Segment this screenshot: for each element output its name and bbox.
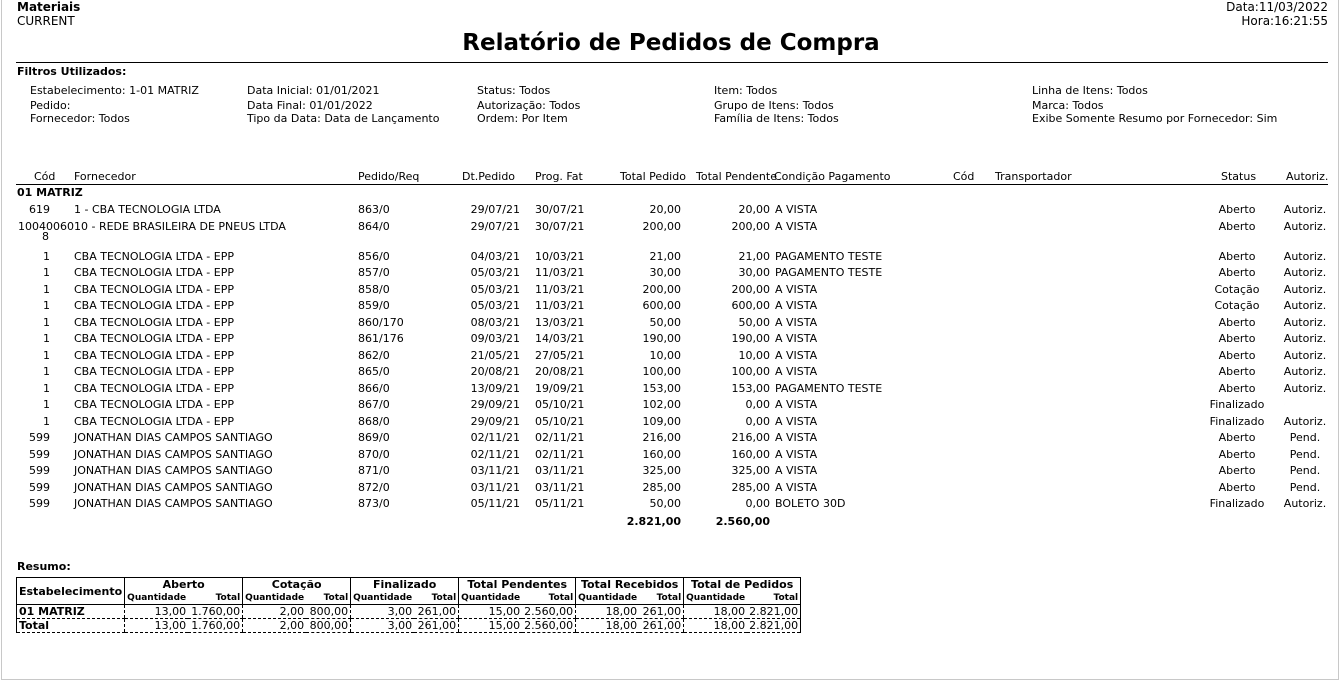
cell-prog-fat: 27/05/21 xyxy=(535,348,585,362)
column-header-rule xyxy=(16,184,1328,185)
cell-autoriz: Autoriz. xyxy=(1283,365,1327,378)
cell-dt-pedido: 02/11/21 xyxy=(470,447,520,461)
resumo-cell-total: 800,00 xyxy=(306,605,351,619)
col-autoriz: Autoriz. xyxy=(1286,170,1329,183)
cell-condicao: A VISTA xyxy=(775,282,818,296)
cell-autoriz: Autoriz. xyxy=(1283,249,1327,263)
filter-tipo-data: Tipo da Data: Data de Lançamento xyxy=(247,112,440,125)
cell-status: Aberto xyxy=(1218,249,1256,263)
filter-ordem: Ordem: Por Item xyxy=(477,112,568,125)
cell-autoriz: Autoriz. xyxy=(1283,282,1327,296)
resumo-sub-quantidade: Quantidade xyxy=(459,591,523,605)
col-total-pendente: Total Pendente xyxy=(696,170,777,183)
resumo-cell-total: 2.560,00 xyxy=(522,605,575,619)
cell-pedido: 872/0 xyxy=(358,480,390,494)
cell-fornecedor: 1 - CBA TECNOLOGIA LTDA xyxy=(74,203,221,216)
cell-status: Aberto xyxy=(1218,266,1256,279)
resumo-cell-quantidade: 13,00 xyxy=(125,605,189,619)
col-cod2: Cód xyxy=(953,170,975,183)
cell-status: Aberto xyxy=(1218,381,1256,395)
cell-total-pedido: 102,00 xyxy=(642,398,681,411)
resumo-cell-quantidade: 18,00 xyxy=(684,605,748,619)
cell-status: Finalizado xyxy=(1209,497,1265,510)
cell-status: Aberto xyxy=(1218,203,1256,216)
table-row xyxy=(0,497,1342,513)
cell-dt-pedido: 09/03/21 xyxy=(470,332,520,345)
cell-cod: 599 xyxy=(29,497,50,510)
cell-cod: 1 xyxy=(43,365,50,378)
cell-status: Aberto xyxy=(1218,447,1256,461)
col-fornecedor: Fornecedor xyxy=(74,170,136,183)
filters-heading: Filtros Utilizados: xyxy=(17,65,127,78)
cell-pedido: 862/0 xyxy=(358,348,390,362)
cell-dt-pedido: 13/09/21 xyxy=(470,381,520,395)
header-rule xyxy=(16,62,1328,63)
resumo-group-finalizado: Finalizado xyxy=(351,578,459,592)
resumo-sub-total: Total xyxy=(188,591,243,605)
cell-pedido: 871/0 xyxy=(358,464,390,477)
cell-dt-pedido: 02/11/21 xyxy=(470,431,520,444)
cell-total-pedido: 50,00 xyxy=(649,315,681,329)
col-condicao: Condição Pagamento xyxy=(774,170,891,183)
col-total-pedido: Total Pedido xyxy=(620,170,686,183)
table-row xyxy=(0,299,1342,315)
cell-condicao: A VISTA xyxy=(775,414,818,428)
cell-fornecedor: JONATHAN DIAS CAMPOS SANTIAGO xyxy=(74,464,273,477)
filter-resumo: Exibe Somente Resumo por Fornecedor: Sim xyxy=(1032,112,1278,125)
cell-total-pedido: 100,00 xyxy=(642,365,681,378)
table-row xyxy=(0,464,1342,480)
cell-cod: 599 xyxy=(29,431,50,444)
cell-dt-pedido: 05/03/21 xyxy=(470,299,520,312)
cell-condicao: A VISTA xyxy=(775,464,818,477)
cell-total-pedido: 30,00 xyxy=(649,266,681,279)
resumo-cell-quantidade: 3,00 xyxy=(351,619,415,633)
grand-total-pedido: 2.821,00 xyxy=(626,515,681,528)
resumo-row-label: Total xyxy=(17,619,125,633)
resumo-sub-quantidade: Quantidade xyxy=(351,591,415,605)
cell-pedido: 861/176 xyxy=(358,332,404,345)
cell-total-pendente: 50,00 xyxy=(738,315,770,329)
filter-autorizacao: Autorização: Todos xyxy=(477,99,581,112)
cell-cod: 599 xyxy=(29,464,50,477)
resumo-body xyxy=(17,605,801,633)
cell-prog-fat: 11/03/21 xyxy=(535,282,585,296)
cell-fornecedor: JONATHAN DIAS CAMPOS SANTIAGO xyxy=(74,497,273,510)
cell-condicao: A VISTA xyxy=(775,365,818,378)
resumo-group-pedidos: Total de Pedidos xyxy=(684,578,801,592)
cell-autoriz: Autoriz. xyxy=(1283,315,1327,329)
cell-cod: 1 xyxy=(43,315,50,329)
grand-total-pendente: 2.560,00 xyxy=(715,515,770,528)
cell-condicao: A VISTA xyxy=(775,398,818,411)
resumo-subheader-row xyxy=(17,591,801,605)
col-cod: Cód xyxy=(34,170,56,183)
resumo-sub-quantidade: Quantidade xyxy=(684,591,748,605)
cell-total-pedido: 153,00 xyxy=(642,381,681,395)
cell-autoriz: Pend. xyxy=(1289,480,1321,494)
cell-fornecedor: CBA TECNOLOGIA LTDA - EPP xyxy=(74,249,234,263)
report-time: Hora:16:21:55 xyxy=(1241,14,1328,28)
cell-pedido: 865/0 xyxy=(358,365,390,378)
cell-autoriz: Autoriz. xyxy=(1283,332,1327,345)
cell-total-pedido: 21,00 xyxy=(649,249,681,263)
cell-pedido: 870/0 xyxy=(358,447,390,461)
cell-condicao: A VISTA xyxy=(775,447,818,461)
cell-autoriz: Autoriz. xyxy=(1283,219,1327,233)
cell-total-pedido: 160,00 xyxy=(642,447,681,461)
cell-pedido: 869/0 xyxy=(358,431,390,444)
cell-autoriz: Pend. xyxy=(1289,431,1321,444)
cell-total-pedido: 50,00 xyxy=(649,497,681,510)
cell-condicao: PAGAMENTO TESTE xyxy=(775,249,883,263)
cell-prog-fat: 11/03/21 xyxy=(535,266,585,279)
cell-cod: 1 xyxy=(43,249,50,263)
resumo-cell-total: 1.760,00 xyxy=(188,605,243,619)
col-prog-fat: Prog. Fat xyxy=(535,170,583,183)
cell-total-pendente: 200,00 xyxy=(731,219,770,233)
cell-prog-fat: 05/11/21 xyxy=(535,497,585,510)
cell-total-pendente: 325,00 xyxy=(731,464,770,477)
cell-pedido: 858/0 xyxy=(358,282,390,296)
resumo-group-recebidos: Total Recebidos xyxy=(576,578,684,592)
resumo-cell-total: 261,00 xyxy=(639,619,684,633)
resumo-table xyxy=(16,577,801,633)
cell-dt-pedido: 20/08/21 xyxy=(470,365,520,378)
cell-total-pendente: 200,00 xyxy=(731,282,770,296)
cell-condicao: A VISTA xyxy=(775,315,818,329)
col-pedido: Pedido/Req xyxy=(358,170,420,183)
resumo-sub-total: Total xyxy=(639,591,684,605)
cell-fornecedor: CBA TECNOLOGIA LTDA - EPP xyxy=(74,299,234,312)
table-row xyxy=(0,382,1342,398)
cell-cod: 1 xyxy=(43,348,50,362)
cell-dt-pedido: 03/11/21 xyxy=(470,464,520,477)
resumo-cell-total: 261,00 xyxy=(414,605,459,619)
cell-cod: 10040060 xyxy=(18,219,74,233)
resumo-col-estab: Estabelecimento xyxy=(17,578,125,605)
filter-item: Item: Todos xyxy=(714,84,778,97)
cell-prog-fat: 05/10/21 xyxy=(535,414,585,428)
cell-status: Aberto xyxy=(1218,480,1256,494)
cell-condicao: BOLETO 30D xyxy=(775,497,846,510)
cell-fornecedor: JONATHAN DIAS CAMPOS SANTIAGO xyxy=(74,447,273,461)
resumo-row xyxy=(17,605,801,619)
cell-pedido: 867/0 xyxy=(358,398,390,411)
cell-pedido: 856/0 xyxy=(358,249,390,263)
cell-status: Aberto xyxy=(1218,348,1256,362)
cell-condicao: A VISTA xyxy=(775,431,818,444)
resumo-cell-quantidade: 3,00 xyxy=(351,605,415,619)
table-row xyxy=(0,448,1342,464)
col-transportador: Transportador xyxy=(995,170,1072,183)
group-label: 01 MATRIZ xyxy=(17,186,83,199)
resumo-cell-quantidade: 13,00 xyxy=(125,619,189,633)
resumo-heading: Resumo: xyxy=(17,560,71,573)
cell-total-pendente: 285,00 xyxy=(731,480,770,494)
cell-cod: 1 xyxy=(43,266,50,279)
cell-prog-fat: 30/07/21 xyxy=(535,203,585,216)
cell-total-pedido: 600,00 xyxy=(642,299,681,312)
resumo-cell-quantidade: 18,00 xyxy=(684,619,748,633)
cell-autoriz: Autoriz. xyxy=(1283,299,1327,312)
report-date: Data:11/03/2022 xyxy=(1226,0,1328,14)
cell-cod: 599 xyxy=(29,447,50,461)
cell-pedido: 864/0 xyxy=(358,219,390,233)
table-row xyxy=(0,250,1342,266)
resumo-row xyxy=(17,619,801,633)
filter-status: Status: Todos xyxy=(477,84,551,97)
cell-prog-fat: 10/03/21 xyxy=(535,249,585,263)
cell-autoriz: Autoriz. xyxy=(1283,203,1327,216)
cell-fornecedor: CBA TECNOLOGIA LTDA - EPP xyxy=(74,315,234,329)
cell-total-pendente: 190,00 xyxy=(731,332,770,345)
resumo-sub-total: Total xyxy=(747,591,800,605)
table-row xyxy=(0,283,1342,299)
cell-status: Aberto xyxy=(1218,365,1256,378)
cell-prog-fat: 14/03/21 xyxy=(535,332,585,345)
filter-grupo: Grupo de Itens: Todos xyxy=(714,99,834,112)
cell-total-pedido: 325,00 xyxy=(642,464,681,477)
cell-pedido: 868/0 xyxy=(358,414,390,428)
cell-autoriz: Autoriz. xyxy=(1283,381,1327,395)
resumo-sub-quantidade: Quantidade xyxy=(576,591,640,605)
cell-total-pendente: 30,00 xyxy=(738,266,770,279)
cell-total-pendente: 216,00 xyxy=(731,431,770,444)
cell-dt-pedido: 08/03/21 xyxy=(470,315,520,329)
cell-condicao: A VISTA xyxy=(775,299,818,312)
cell-fornecedor: CBA TECNOLOGIA LTDA - EPP xyxy=(74,398,234,411)
resumo-cell-total: 2.560,00 xyxy=(522,619,575,633)
resumo-group-cotacao: Cotação xyxy=(243,578,351,592)
resumo-cell-total: 261,00 xyxy=(414,619,459,633)
cell-autoriz: Autoriz. xyxy=(1283,266,1327,279)
cell-dt-pedido: 03/11/21 xyxy=(470,480,520,494)
cell-condicao: A VISTA xyxy=(775,348,818,362)
cell-fornecedor: JONATHAN DIAS CAMPOS SANTIAGO xyxy=(74,480,273,494)
company-name: CURRENT xyxy=(17,14,75,28)
filter-linha: Linha de Itens: Todos xyxy=(1032,84,1148,97)
cell-total-pendente: 0,00 xyxy=(745,497,770,510)
resumo-cell-total: 800,00 xyxy=(306,619,351,633)
resumo-cell-quantidade: 18,00 xyxy=(576,619,640,633)
cell-autoriz: Pend. xyxy=(1289,464,1321,477)
resumo-sub-total: Total xyxy=(414,591,459,605)
cell-status: Aberto xyxy=(1218,431,1256,444)
resumo-group-aberto: Aberto xyxy=(125,578,243,592)
cell-pedido: 866/0 xyxy=(358,381,390,395)
cell-dt-pedido: 05/03/21 xyxy=(470,282,520,296)
resumo-cell-quantidade: 15,00 xyxy=(459,619,523,633)
filter-estabelecimento: Estabelecimento: 1-01 MATRIZ xyxy=(30,84,199,97)
cell-condicao: A VISTA xyxy=(775,203,818,216)
cell-dt-pedido: 29/09/21 xyxy=(470,414,520,428)
cell-fornecedor: CBA TECNOLOGIA LTDA - EPP xyxy=(74,282,234,296)
resumo-sub-total: Total xyxy=(522,591,575,605)
page-title: Relatório de Pedidos de Compra xyxy=(462,30,880,56)
cell-prog-fat: 30/07/21 xyxy=(535,219,585,233)
table-row xyxy=(0,481,1342,497)
resumo-sub-quantidade: Quantidade xyxy=(125,591,189,605)
cell-dt-pedido: 29/07/21 xyxy=(470,203,520,216)
resumo-cell-quantidade: 2,00 xyxy=(243,619,307,633)
cell-status: Aberto xyxy=(1218,332,1256,345)
cell-condicao: A VISTA xyxy=(775,332,818,345)
cell-cod: 1 xyxy=(43,282,50,296)
table-row xyxy=(0,266,1342,282)
cell-cod: 1 xyxy=(43,332,50,345)
filter-data-inicial: Data Inicial: 01/01/2021 xyxy=(247,84,380,97)
filter-marca: Marca: Todos xyxy=(1032,99,1104,112)
cell-cod: 1 xyxy=(43,398,50,411)
cell-fornecedor: CBA TECNOLOGIA LTDA - EPP xyxy=(74,365,234,378)
cell-fornecedor: CBA TECNOLOGIA LTDA - EPP xyxy=(74,381,234,395)
cell-autoriz: Autoriz. xyxy=(1283,497,1327,510)
cell-total-pedido: 200,00 xyxy=(642,282,681,296)
table-row xyxy=(0,415,1342,431)
system-name: Materiais xyxy=(17,0,81,14)
cell-total-pedido: 200,00 xyxy=(642,219,681,233)
cell-pedido: 857/0 xyxy=(358,266,390,279)
cell-fornecedor: 10 - REDE BRASILEIRA DE PNEUS LTDA xyxy=(74,219,286,233)
resumo-cell-total: 2.821,00 xyxy=(747,605,800,619)
col-status: Status xyxy=(1221,170,1257,183)
cell-prog-fat: 02/11/21 xyxy=(535,431,585,444)
table-row xyxy=(0,349,1342,365)
col-dt-pedido: Dt.Pedido xyxy=(462,170,516,183)
cell-cod: 1 xyxy=(43,414,50,428)
cell-dt-pedido: 21/05/21 xyxy=(470,348,520,362)
cell-total-pedido: 285,00 xyxy=(642,480,681,494)
filter-pedido: Pedido: xyxy=(30,99,71,112)
resumo-cell-total: 261,00 xyxy=(639,605,684,619)
cell-cod: 1 xyxy=(43,381,50,395)
table-row xyxy=(0,365,1342,381)
resumo-cell-total: 2.821,00 xyxy=(747,619,800,633)
cell-total-pedido: 20,00 xyxy=(649,203,681,216)
cell-status: Finalizado xyxy=(1209,398,1265,411)
cell-status: Aberto xyxy=(1218,219,1256,233)
cell-status: Cotação xyxy=(1214,282,1260,296)
resumo-cell-quantidade: 2,00 xyxy=(243,605,307,619)
table-row xyxy=(0,219,1342,243)
cell-dt-pedido: 05/03/21 xyxy=(470,266,520,279)
cell-status: Cotação xyxy=(1214,299,1260,312)
resumo-sub-quantidade: Quantidade xyxy=(243,591,307,605)
cell-total-pedido: 109,00 xyxy=(642,414,681,428)
cell-prog-fat: 20/08/21 xyxy=(535,365,585,378)
cell-prog-fat: 03/11/21 xyxy=(535,464,585,477)
cell-fornecedor: CBA TECNOLOGIA LTDA - EPP xyxy=(74,348,234,362)
resumo-cell-total: 1.760,00 xyxy=(188,619,243,633)
cell-autoriz: Autoriz. xyxy=(1283,414,1327,428)
cell-total-pendente: 20,00 xyxy=(738,203,770,216)
cell-total-pendente: 21,00 xyxy=(738,249,770,263)
cell-total-pendente: 160,00 xyxy=(731,447,770,461)
cell-dt-pedido: 29/07/21 xyxy=(470,219,520,233)
cell-fornecedor: JONATHAN DIAS CAMPOS SANTIAGO xyxy=(74,431,273,444)
resumo-cell-quantidade: 18,00 xyxy=(576,605,640,619)
cell-prog-fat: 05/10/21 xyxy=(535,398,585,411)
cell-total-pendente: 100,00 xyxy=(731,365,770,378)
cell-cod-continuation: 8 xyxy=(42,229,49,243)
filter-fornecedor: Fornecedor: Todos xyxy=(30,112,130,125)
cell-prog-fat: 02/11/21 xyxy=(535,447,585,461)
table-row xyxy=(0,431,1342,447)
cell-prog-fat: 13/03/21 xyxy=(535,315,585,329)
cell-cod: 599 xyxy=(29,480,50,494)
cell-total-pendente: 153,00 xyxy=(731,381,770,395)
table-row xyxy=(0,398,1342,414)
cell-autoriz: Autoriz. xyxy=(1283,348,1327,362)
cell-total-pendente: 0,00 xyxy=(745,414,770,428)
resumo-sub-total: Total xyxy=(306,591,351,605)
cell-condicao: PAGAMENTO TESTE xyxy=(775,381,883,395)
cell-fornecedor: CBA TECNOLOGIA LTDA - EPP xyxy=(74,414,234,428)
table-row xyxy=(0,316,1342,332)
cell-prog-fat: 03/11/21 xyxy=(535,480,585,494)
cell-condicao: PAGAMENTO TESTE xyxy=(775,266,883,279)
cell-prog-fat: 11/03/21 xyxy=(535,299,585,312)
cell-total-pedido: 216,00 xyxy=(642,431,681,444)
cell-total-pendente: 600,00 xyxy=(731,299,770,312)
table-row xyxy=(0,203,1342,219)
cell-condicao: A VISTA xyxy=(775,480,818,494)
cell-dt-pedido: 29/09/21 xyxy=(470,398,520,411)
cell-cod: 619 xyxy=(29,203,50,216)
cell-total-pedido: 190,00 xyxy=(642,332,681,345)
cell-fornecedor: CBA TECNOLOGIA LTDA - EPP xyxy=(74,332,234,345)
cell-autoriz: Pend. xyxy=(1289,447,1321,461)
resumo-row-label: 01 MATRIZ xyxy=(17,605,125,619)
cell-pedido: 873/0 xyxy=(358,497,390,510)
cell-total-pedido: 10,00 xyxy=(649,348,681,362)
resumo-group-pendentes: Total Pendentes xyxy=(459,578,576,592)
cell-condicao: A VISTA xyxy=(775,219,818,233)
cell-pedido: 859/0 xyxy=(358,299,390,312)
filter-familia: Família de Itens: Todos xyxy=(714,112,839,125)
resumo-cell-quantidade: 15,00 xyxy=(459,605,523,619)
table-row xyxy=(0,332,1342,348)
cell-fornecedor: CBA TECNOLOGIA LTDA - EPP xyxy=(74,266,234,279)
cell-prog-fat: 19/09/21 xyxy=(535,381,585,395)
cell-pedido: 863/0 xyxy=(358,203,390,216)
cell-total-pendente: 10,00 xyxy=(738,348,770,362)
cell-total-pendente: 0,00 xyxy=(745,398,770,411)
cell-status: Finalizado xyxy=(1209,414,1265,428)
cell-status: Aberto xyxy=(1218,464,1256,477)
cell-dt-pedido: 05/11/21 xyxy=(470,497,520,510)
cell-dt-pedido: 04/03/21 xyxy=(470,249,520,263)
cell-cod: 1 xyxy=(43,299,50,312)
cell-status: Aberto xyxy=(1218,315,1256,329)
cell-pedido: 860/170 xyxy=(358,315,404,329)
filter-data-final: Data Final: 01/01/2022 xyxy=(247,99,373,112)
